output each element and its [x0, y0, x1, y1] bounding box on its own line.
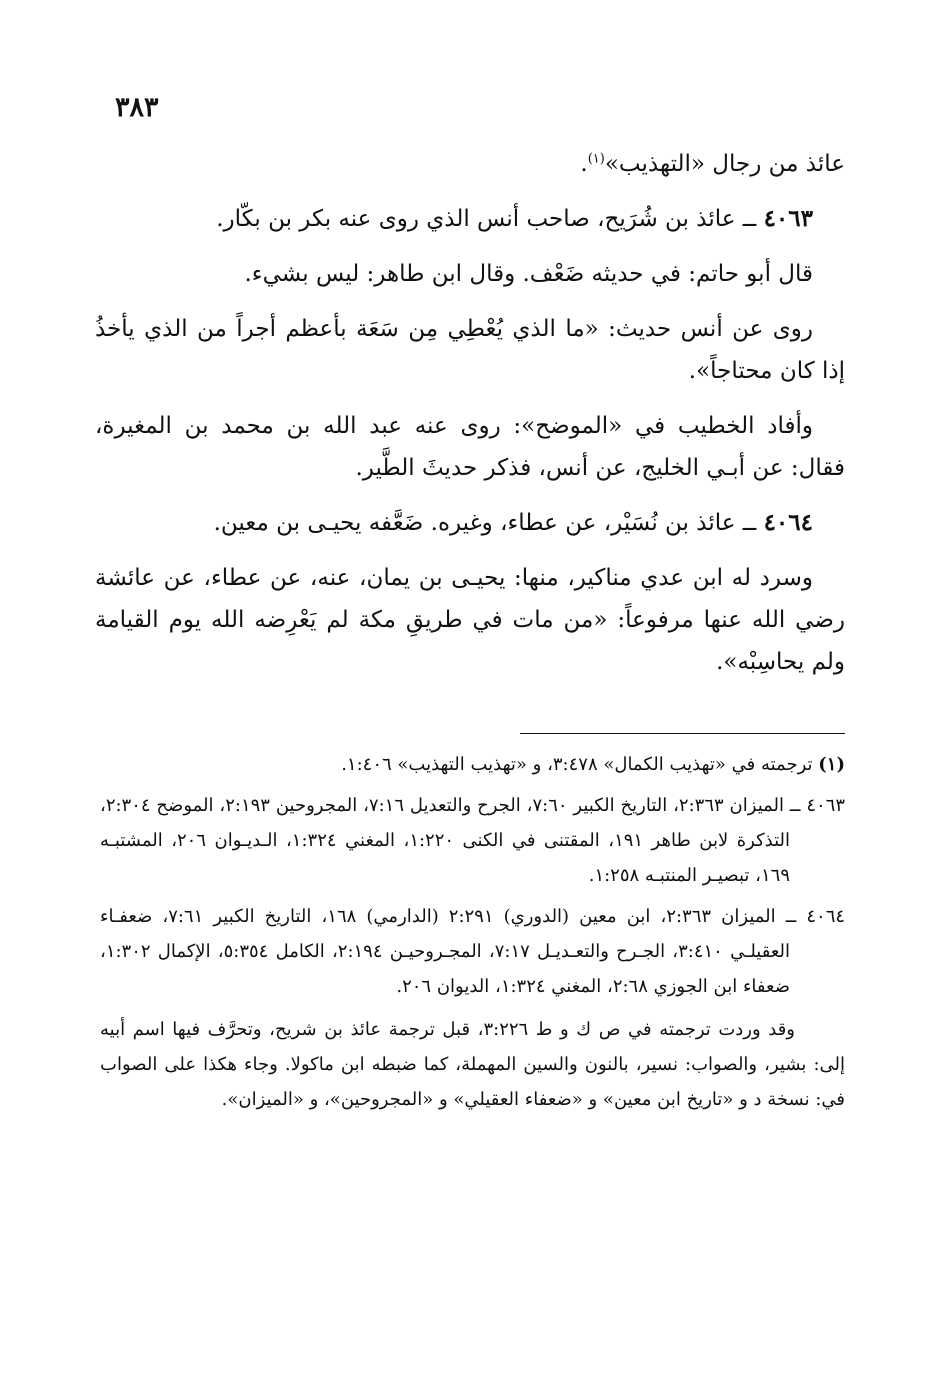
sources-4063	[100, 788, 845, 893]
paragraph-ibn-adi: وسرد له ابن عدي مناكير، منها: يحيـى بن يمان، عنه، عن عطاء، عن عائشة رضي الله عنها مرفوعاً: «من مات في طريقِ مكة لم يَعْرِضه الله يوم القيامة ولم يحاسِبْه».	[95, 565, 845, 675]
entry-heading: ــ عائذ بن شُرَيح، صاحب أنس الذي روى عنه بكر بن بكّار.	[216, 206, 764, 232]
sources-text: ــ الميزان ٢:٣٦٣، التاريخ الكبير ٧:٦٠، الجرح والتعديل ٧:١٦، المجروحين ٢:١٩٣، الموضح ٢:٣٠٤، التذكرة لابن طاهر ١٩١، المقتنى في الكنى ١:٢٢٠، المغني ١:٣٢٤، الـديـوان ٢٠٦، المشتبـه ١٦٩، تبصيـر المنتبـه ١:٢٥٨.	[100, 795, 807, 886]
entry-4064	[95, 502, 845, 544]
footnote-number: (١)	[818, 754, 845, 775]
paragraph-khatib: وأفاد الخطيب في «الموضح»: روى عنه عبد الله بن محمد بن المغيرة، فقال: عن أبـي الخليج، عن أنس، فذكر حديثَ الطَّير.	[95, 413, 845, 481]
footnote-divider	[520, 733, 845, 734]
paragraph-hadith: روى عن أنس حديث: «ما الذي يُعْطِي مِن سَعَة بأعظم أجراً من الذي يأخذُ إذا كان محتاجاً».	[95, 316, 845, 384]
paragraph-abu-hatim: قال أبو حاتم: في حديثه ضَعْف. وقال ابن طاهر: ليس بشيء.	[244, 261, 813, 287]
sources-number: ٤٠٦٣	[806, 795, 845, 816]
footnote-1	[100, 747, 845, 782]
footnotes	[100, 747, 845, 1123]
intro-text: عائذ من رجال «التهذيب»	[604, 151, 845, 177]
intro-end: .	[580, 151, 588, 177]
footnote-text: ترجمته في «تهذيب الكمال» ٣:٤٧٨، و «تهذيب التهذيب» ١:٤٠٦.	[341, 754, 819, 775]
entry-4063	[95, 198, 845, 240]
entry-number: ٤٠٦٤	[763, 509, 813, 536]
footnote-ref[interactable]: (١)	[587, 151, 605, 167]
sources-number: ٤٠٦٤	[806, 906, 846, 927]
editor-note: وقد وردت ترجمته في ص ك و ط ٣:٢٢٦، قبل ترجمة عائذ بن شريح، وتحرَّف فيها اسم أبيه إلى: بشير، والصواب: نسير، بالنون والسين المهملة، كما ضبطه ابن ماكولا. وجاء هكذا على الصواب في: نسخة د و «تاريخ ابن معين» و «ضعفاء العقيلي» و «المجروحين»، و «الميزان».	[100, 1019, 845, 1110]
sources-text: ــ الميزان ٢:٣٦٣، ابن معين (الدوري) ٢:٢٩١ (الدارمي) ١٦٨، التاريخ الكبير ٧:٦١، ضعفـاء العقيلـي ٣:٤١٠، الجـرح والتعـديـل ٧:١٧، المجـروحيـن ٢:١٩٤، الكامل ٥:٣٥٤، الإكمال ١:٣٠٢، ضعفاء ابن الجوزي ٢:٦٨، المغني ١:٣٢٤، الديوان ٢٠٦.	[100, 906, 807, 997]
paragraph-intro	[95, 143, 845, 185]
entry-number: ٤٠٦٣	[763, 205, 813, 232]
entry-heading: ــ عائذ بن نُسَيْر، عن عطاء، وغيره. ضَعَّفه يحيـى بن معين.	[213, 510, 764, 536]
main-text	[95, 143, 845, 696]
page-number: ٣٨٣	[115, 92, 159, 123]
sources-4064	[100, 899, 845, 1004]
